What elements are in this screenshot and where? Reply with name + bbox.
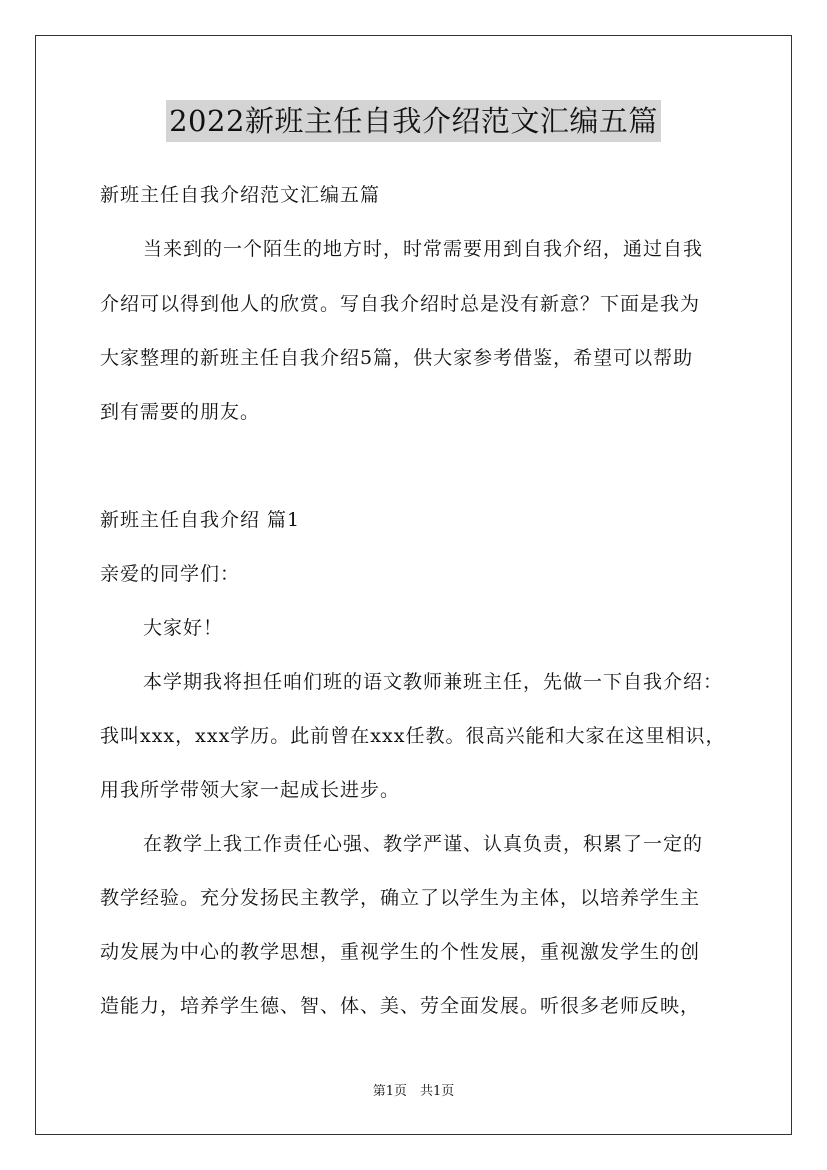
greeting: 大家好！ — [143, 617, 224, 639]
intro-line-4: 到有需要的朋友。 — [100, 401, 261, 423]
salutation: 亲爱的同学们： — [100, 563, 241, 585]
section-heading: 新班主任自我介绍 篇1 — [100, 509, 301, 531]
document-subtitle: 新班主任自我介绍范文汇编五篇 — [100, 184, 381, 206]
para2-line-2: 教学经验。充分发扬民主教学，确立了以学生为主体，以培养学生主 — [100, 887, 701, 909]
para1-line-2: 我叫xxx，xxx学历。此前曾在xxx任教。很高兴能和大家在这里相识， — [100, 725, 726, 747]
document-title: 2022新班主任自我介绍范文汇编五篇 — [166, 100, 661, 142]
intro-line-2: 介绍可以得到他人的欣赏。写自我介绍时总是没有新意？下面是我为 — [100, 293, 701, 315]
title-container — [0, 100, 827, 142]
para2-line-3: 动发展为中心的教学思想，重视学生的个性发展，重视激发学生的创 — [100, 941, 701, 963]
para1-line-3: 用我所学带领大家一起成长进步。 — [100, 779, 401, 801]
para2-line-4: 造能力，培养学生德、智、体、美、劳全面发展。听很多老师反映， — [100, 995, 701, 1017]
para2-line-1: 在教学上我工作责任心强、教学严谨、认真负责，积累了一定的 — [143, 833, 704, 855]
para1-line-1: 本学期我将担任咱们班的语文教师兼班主任，先做一下自我介绍： — [143, 671, 724, 693]
intro-line-3: 大家整理的新班主任自我介绍5篇，供大家参考借鉴，希望可以帮助 — [100, 347, 694, 369]
page-footer: 第1页 共1页 — [372, 1084, 455, 1099]
intro-line-1: 当来到的一个陌生的地方时，时常需要用到自我介绍，通过自我 — [143, 238, 704, 260]
